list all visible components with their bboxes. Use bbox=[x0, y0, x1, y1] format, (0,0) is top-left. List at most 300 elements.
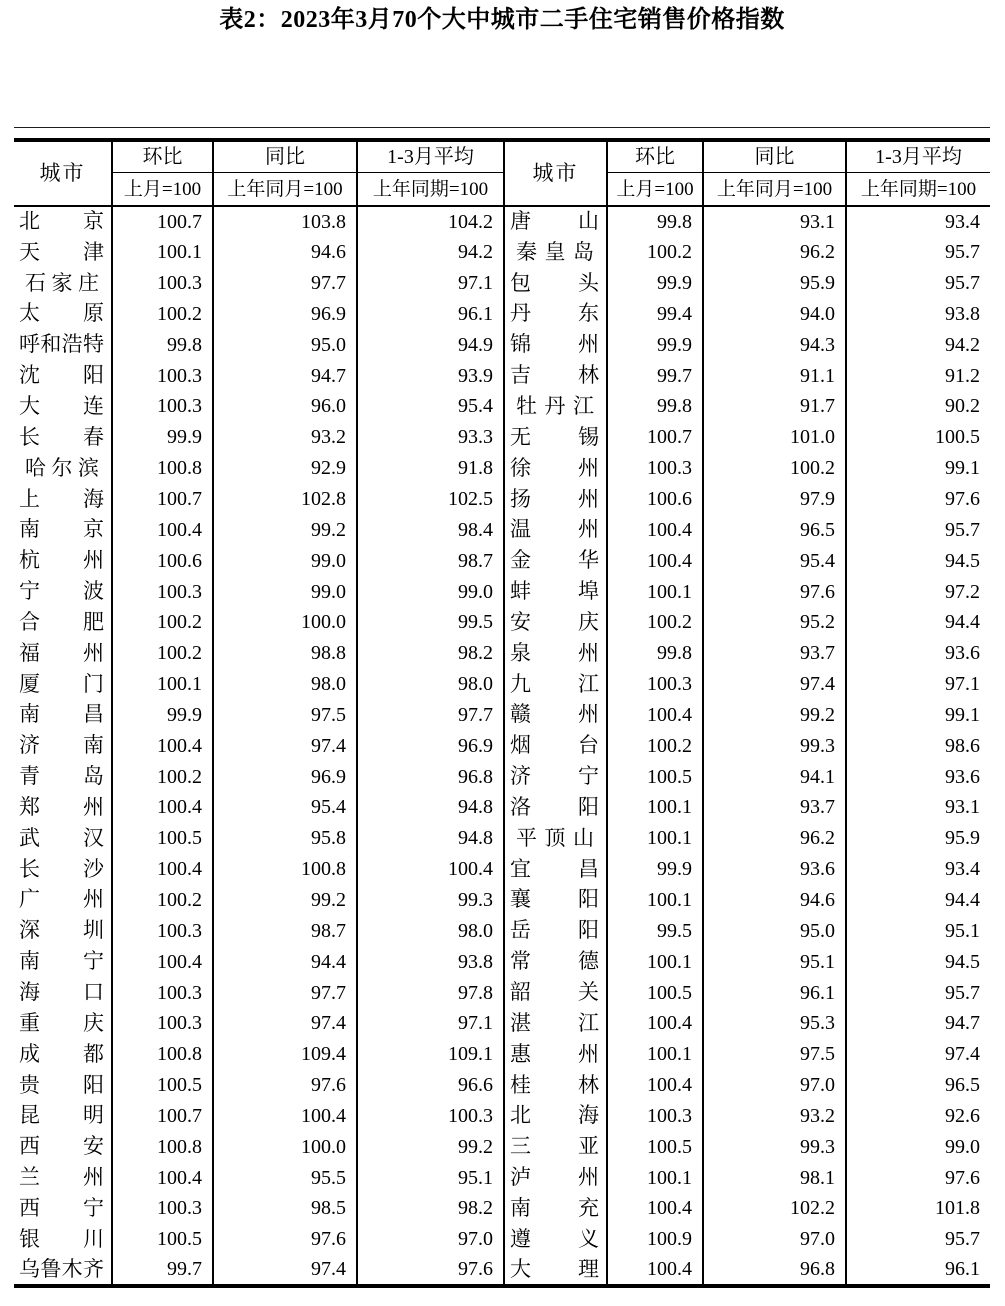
table-row bbox=[14, 1255, 990, 1286]
left-yoy-value: 93.2 bbox=[213, 422, 357, 453]
right-city-name: 烟 台 bbox=[504, 730, 607, 761]
right-mom-value: 100.6 bbox=[607, 484, 703, 515]
right-avg-value: 95.1 bbox=[846, 915, 990, 946]
left-yoy-value: 97.4 bbox=[213, 1008, 357, 1039]
right-avg-value: 93.4 bbox=[846, 206, 990, 237]
right-mom-value: 99.9 bbox=[607, 268, 703, 299]
right-yoy-value: 96.2 bbox=[703, 823, 846, 854]
left-city-name: 呼 和 浩 特 bbox=[19, 332, 104, 357]
right-avg-value: 93.4 bbox=[846, 854, 990, 885]
right-avg-value: 94.7 bbox=[846, 1008, 990, 1039]
left-avg-value: 98.2 bbox=[357, 638, 504, 669]
left-avg-value: 99.3 bbox=[357, 885, 504, 916]
right-city-name: 锦 州 bbox=[504, 329, 607, 360]
left-mom-value: 99.8 bbox=[112, 329, 213, 360]
right-yoy-value: 99.2 bbox=[703, 700, 846, 731]
table-row bbox=[14, 545, 990, 576]
table-row bbox=[14, 484, 990, 515]
right-avg-value: 99.0 bbox=[846, 1131, 990, 1162]
table-row bbox=[14, 206, 990, 237]
left-mom-value: 100.3 bbox=[112, 391, 213, 422]
right-mom-value: 100.3 bbox=[607, 1100, 703, 1131]
right-mom-value: 100.3 bbox=[607, 453, 703, 484]
left-avg-value: 104.2 bbox=[357, 206, 504, 237]
left-yoy-value: 103.8 bbox=[213, 206, 357, 237]
left-yoy-value: 96.9 bbox=[213, 761, 357, 792]
right-yoy-value: 99.3 bbox=[703, 730, 846, 761]
right-yoy-value: 95.9 bbox=[703, 268, 846, 299]
left-yoy-value: 97.6 bbox=[213, 1070, 357, 1101]
right-city-name: 牡 丹 江 bbox=[504, 391, 607, 422]
left-mom-value: 100.2 bbox=[112, 299, 213, 330]
right-city-name: 平 顶 山 bbox=[504, 823, 607, 854]
left-mom-value: 100.3 bbox=[112, 576, 213, 607]
left-mom-value: 100.2 bbox=[112, 761, 213, 792]
right-yoy-value: 93.6 bbox=[703, 854, 846, 885]
right-city-name: 包 头 bbox=[504, 268, 607, 299]
left-city-name: 沈 阳 bbox=[19, 363, 104, 388]
left-yoy-value: 98.5 bbox=[213, 1193, 357, 1224]
left-yoy-value: 99.2 bbox=[213, 514, 357, 545]
table-row bbox=[14, 638, 990, 669]
left-mom-value: 100.1 bbox=[112, 237, 213, 268]
right-city-name: 泉 州 bbox=[504, 638, 607, 669]
left-avg-value: 98.7 bbox=[357, 545, 504, 576]
right-city-name: 泸 州 bbox=[504, 1162, 607, 1193]
left-city-name: 深 圳 bbox=[19, 918, 104, 943]
right-city-name: 三 亚 bbox=[504, 1131, 607, 1162]
left-mom-value: 100.2 bbox=[112, 885, 213, 916]
left-city-name: 福 州 bbox=[19, 640, 104, 665]
header-yoy-right: 同比 bbox=[703, 140, 846, 173]
right-yoy-value: 97.4 bbox=[703, 669, 846, 700]
left-mom-value: 100.5 bbox=[112, 823, 213, 854]
left-yoy-value: 100.0 bbox=[213, 1131, 357, 1162]
header-avg-base-left: 上年同期=100 bbox=[357, 173, 504, 207]
right-yoy-value: 94.0 bbox=[703, 299, 846, 330]
left-city-name: 西 安 bbox=[19, 1134, 104, 1159]
left-avg-value: 99.0 bbox=[357, 576, 504, 607]
right-city-name: 大 理 bbox=[504, 1255, 607, 1286]
right-mom-value: 100.5 bbox=[607, 1131, 703, 1162]
table-row bbox=[14, 1193, 990, 1224]
top-thin-rule bbox=[14, 127, 990, 128]
right-yoy-value: 96.2 bbox=[703, 237, 846, 268]
left-yoy-value: 99.0 bbox=[213, 545, 357, 576]
right-city-name: 宜 昌 bbox=[504, 854, 607, 885]
right-avg-value: 97.4 bbox=[846, 1039, 990, 1070]
left-avg-value: 97.1 bbox=[357, 1008, 504, 1039]
left-avg-value: 102.5 bbox=[357, 484, 504, 515]
left-city-name: 太 原 bbox=[19, 301, 104, 326]
right-avg-value: 91.2 bbox=[846, 360, 990, 391]
left-mom-value: 100.4 bbox=[112, 514, 213, 545]
left-yoy-value: 96.0 bbox=[213, 391, 357, 422]
left-city-name: 重 庆 bbox=[19, 1010, 104, 1035]
left-avg-value: 99.2 bbox=[357, 1131, 504, 1162]
right-mom-value: 99.7 bbox=[607, 360, 703, 391]
left-mom-value: 100.4 bbox=[112, 946, 213, 977]
left-city-name: 上 海 bbox=[19, 486, 104, 511]
right-mom-value: 99.9 bbox=[607, 329, 703, 360]
left-yoy-value: 94.6 bbox=[213, 237, 357, 268]
right-mom-value: 100.9 bbox=[607, 1224, 703, 1255]
left-yoy-value: 97.4 bbox=[213, 1255, 357, 1286]
right-yoy-value: 95.3 bbox=[703, 1008, 846, 1039]
right-city-name: 扬 州 bbox=[504, 484, 607, 515]
table-row bbox=[14, 700, 990, 731]
right-yoy-value: 91.1 bbox=[703, 360, 846, 391]
right-avg-value: 97.2 bbox=[846, 576, 990, 607]
left-mom-value: 100.4 bbox=[112, 792, 213, 823]
table-row bbox=[14, 823, 990, 854]
left-avg-value: 99.5 bbox=[357, 607, 504, 638]
table-row bbox=[14, 1100, 990, 1131]
left-mom-value: 100.5 bbox=[112, 1070, 213, 1101]
left-avg-value: 93.9 bbox=[357, 360, 504, 391]
table-row bbox=[14, 576, 990, 607]
header-avg-base-right: 上年同期=100 bbox=[846, 173, 990, 207]
right-mom-value: 100.3 bbox=[607, 669, 703, 700]
right-avg-value: 95.7 bbox=[846, 268, 990, 299]
left-yoy-value: 98.8 bbox=[213, 638, 357, 669]
header-city-right: 城市 bbox=[504, 140, 607, 206]
right-yoy-value: 94.1 bbox=[703, 761, 846, 792]
right-mom-value: 100.7 bbox=[607, 422, 703, 453]
left-avg-value: 98.0 bbox=[357, 669, 504, 700]
left-yoy-value: 94.4 bbox=[213, 946, 357, 977]
left-mom-value: 100.8 bbox=[112, 1039, 213, 1070]
right-mom-value: 100.4 bbox=[607, 1070, 703, 1101]
table-row bbox=[14, 360, 990, 391]
right-mom-value: 100.4 bbox=[607, 1008, 703, 1039]
table-row bbox=[14, 1131, 990, 1162]
right-mom-value: 99.8 bbox=[607, 638, 703, 669]
right-yoy-value: 91.7 bbox=[703, 391, 846, 422]
table-row bbox=[14, 885, 990, 916]
left-yoy-value: 94.7 bbox=[213, 360, 357, 391]
left-yoy-value: 100.8 bbox=[213, 854, 357, 885]
left-avg-value: 100.3 bbox=[357, 1100, 504, 1131]
table-row bbox=[14, 730, 990, 761]
left-mom-value: 100.8 bbox=[112, 1131, 213, 1162]
left-mom-value: 100.3 bbox=[112, 1193, 213, 1224]
left-mom-value: 100.7 bbox=[112, 1100, 213, 1131]
right-avg-value: 92.6 bbox=[846, 1100, 990, 1131]
left-mom-value: 100.3 bbox=[112, 268, 213, 299]
right-mom-value: 100.4 bbox=[607, 545, 703, 576]
left-avg-value: 91.8 bbox=[357, 453, 504, 484]
right-mom-value: 100.2 bbox=[607, 237, 703, 268]
left-yoy-value: 99.2 bbox=[213, 885, 357, 916]
price-index-table bbox=[14, 138, 990, 1288]
left-city-name: 广 州 bbox=[19, 887, 104, 912]
header-yoy-base-right: 上年同月=100 bbox=[703, 173, 846, 207]
right-avg-value: 90.2 bbox=[846, 391, 990, 422]
left-city-name: 厦 门 bbox=[19, 671, 104, 696]
left-avg-value: 96.6 bbox=[357, 1070, 504, 1101]
right-mom-value: 99.5 bbox=[607, 915, 703, 946]
right-city-name: 遵 义 bbox=[504, 1224, 607, 1255]
left-avg-value: 97.8 bbox=[357, 977, 504, 1008]
right-avg-value: 96.5 bbox=[846, 1070, 990, 1101]
left-yoy-value: 95.0 bbox=[213, 329, 357, 360]
left-city-name: 贵 阳 bbox=[19, 1072, 104, 1097]
left-avg-value: 93.8 bbox=[357, 946, 504, 977]
left-city-name: 宁 波 bbox=[19, 579, 104, 604]
left-yoy-value: 100.0 bbox=[213, 607, 357, 638]
right-mom-value: 100.2 bbox=[607, 607, 703, 638]
left-avg-value: 93.3 bbox=[357, 422, 504, 453]
left-mom-value: 99.9 bbox=[112, 700, 213, 731]
left-yoy-value: 98.0 bbox=[213, 669, 357, 700]
right-yoy-value: 97.5 bbox=[703, 1039, 846, 1070]
right-city-name: 常 德 bbox=[504, 946, 607, 977]
left-city-name: 银 川 bbox=[19, 1226, 104, 1251]
left-city-name: 天 津 bbox=[19, 239, 104, 264]
right-mom-value: 100.1 bbox=[607, 1162, 703, 1193]
table-row bbox=[14, 1070, 990, 1101]
left-avg-value: 97.1 bbox=[357, 268, 504, 299]
right-avg-value: 100.5 bbox=[846, 422, 990, 453]
table-row bbox=[14, 792, 990, 823]
right-avg-value: 93.8 bbox=[846, 299, 990, 330]
right-avg-value: 94.5 bbox=[846, 946, 990, 977]
table-row bbox=[14, 1008, 990, 1039]
right-mom-value: 100.1 bbox=[607, 885, 703, 916]
left-mom-value: 100.1 bbox=[112, 669, 213, 700]
left-mom-value: 100.2 bbox=[112, 638, 213, 669]
header-mom-right: 环比 bbox=[607, 140, 703, 173]
left-yoy-value: 97.6 bbox=[213, 1224, 357, 1255]
right-avg-value: 99.1 bbox=[846, 700, 990, 731]
left-mom-value: 100.3 bbox=[112, 360, 213, 391]
left-city-name: 郑 州 bbox=[19, 794, 104, 819]
left-mom-value: 99.7 bbox=[112, 1255, 213, 1286]
right-mom-value: 100.2 bbox=[607, 730, 703, 761]
left-city-name: 青 岛 bbox=[19, 764, 104, 789]
left-yoy-value: 96.9 bbox=[213, 299, 357, 330]
right-mom-value: 100.1 bbox=[607, 946, 703, 977]
table-row bbox=[14, 237, 990, 268]
left-mom-value: 100.4 bbox=[112, 1162, 213, 1193]
table-row bbox=[14, 1162, 990, 1193]
right-avg-value: 95.7 bbox=[846, 977, 990, 1008]
right-yoy-value: 93.7 bbox=[703, 638, 846, 669]
right-city-name: 丹 东 bbox=[504, 299, 607, 330]
left-avg-value: 96.1 bbox=[357, 299, 504, 330]
left-city-name: 成 都 bbox=[19, 1041, 104, 1066]
right-yoy-value: 94.6 bbox=[703, 885, 846, 916]
right-city-name: 无 锡 bbox=[504, 422, 607, 453]
left-city-name: 兰 州 bbox=[19, 1165, 104, 1190]
left-mom-value: 100.4 bbox=[112, 854, 213, 885]
left-yoy-value: 95.8 bbox=[213, 823, 357, 854]
right-city-name: 湛 江 bbox=[504, 1008, 607, 1039]
right-mom-value: 100.1 bbox=[607, 792, 703, 823]
right-city-name: 蚌 埠 bbox=[504, 576, 607, 607]
left-city-name: 昆 明 bbox=[19, 1103, 104, 1128]
right-city-name: 秦 皇 岛 bbox=[504, 237, 607, 268]
right-avg-value: 97.6 bbox=[846, 484, 990, 515]
right-yoy-value: 97.0 bbox=[703, 1070, 846, 1101]
right-yoy-value: 97.0 bbox=[703, 1224, 846, 1255]
left-avg-value: 94.2 bbox=[357, 237, 504, 268]
left-mom-value: 100.6 bbox=[112, 545, 213, 576]
table-row bbox=[14, 299, 990, 330]
table-row bbox=[14, 1224, 990, 1255]
right-yoy-value: 97.9 bbox=[703, 484, 846, 515]
right-mom-value: 100.1 bbox=[607, 576, 703, 607]
left-city-name: 南 京 bbox=[19, 517, 104, 542]
left-city-name: 石 家 庄 bbox=[25, 270, 99, 295]
right-avg-value: 94.4 bbox=[846, 607, 990, 638]
right-avg-value: 95.9 bbox=[846, 823, 990, 854]
right-mom-value: 100.4 bbox=[607, 514, 703, 545]
left-mom-value: 100.4 bbox=[112, 730, 213, 761]
right-mom-value: 99.4 bbox=[607, 299, 703, 330]
right-city-name: 温 州 bbox=[504, 514, 607, 545]
right-yoy-value: 98.1 bbox=[703, 1162, 846, 1193]
right-city-name: 安 庆 bbox=[504, 607, 607, 638]
left-mom-value: 100.7 bbox=[112, 206, 213, 237]
right-yoy-value: 99.3 bbox=[703, 1131, 846, 1162]
header-mom-base-left: 上月=100 bbox=[112, 173, 213, 207]
right-yoy-value: 95.1 bbox=[703, 946, 846, 977]
left-yoy-value: 97.7 bbox=[213, 268, 357, 299]
table-row bbox=[14, 915, 990, 946]
right-yoy-value: 101.0 bbox=[703, 422, 846, 453]
right-city-name: 徐 州 bbox=[504, 453, 607, 484]
table-row bbox=[14, 607, 990, 638]
right-city-name: 唐 山 bbox=[504, 206, 607, 237]
left-avg-value: 98.2 bbox=[357, 1193, 504, 1224]
right-city-name: 洛 阳 bbox=[504, 792, 607, 823]
right-yoy-value: 96.5 bbox=[703, 514, 846, 545]
left-city-name: 长 沙 bbox=[19, 856, 104, 881]
left-yoy-value: 98.7 bbox=[213, 915, 357, 946]
table-row bbox=[14, 977, 990, 1008]
header-mom-left: 环比 bbox=[112, 140, 213, 173]
left-yoy-value: 109.4 bbox=[213, 1039, 357, 1070]
left-avg-value: 95.1 bbox=[357, 1162, 504, 1193]
left-city-name: 西 宁 bbox=[19, 1195, 104, 1220]
left-avg-value: 94.8 bbox=[357, 792, 504, 823]
left-avg-value: 97.6 bbox=[357, 1255, 504, 1286]
table-row bbox=[14, 1039, 990, 1070]
left-city-name: 北 京 bbox=[19, 209, 104, 234]
right-city-name: 赣 州 bbox=[504, 700, 607, 731]
header-city-left: 城市 bbox=[14, 140, 112, 206]
right-avg-value: 95.7 bbox=[846, 1224, 990, 1255]
header-mom-base-right: 上月=100 bbox=[607, 173, 703, 207]
left-yoy-value: 95.5 bbox=[213, 1162, 357, 1193]
left-yoy-value: 92.9 bbox=[213, 453, 357, 484]
left-mom-value: 100.5 bbox=[112, 1224, 213, 1255]
header-yoy-left: 同比 bbox=[213, 140, 357, 173]
left-yoy-value: 99.0 bbox=[213, 576, 357, 607]
left-city-name: 杭 州 bbox=[19, 548, 104, 573]
right-avg-value: 95.7 bbox=[846, 514, 990, 545]
right-yoy-value: 95.4 bbox=[703, 545, 846, 576]
right-yoy-value: 94.3 bbox=[703, 329, 846, 360]
left-yoy-value: 97.7 bbox=[213, 977, 357, 1008]
right-mom-value: 100.4 bbox=[607, 1255, 703, 1286]
left-yoy-value: 100.4 bbox=[213, 1100, 357, 1131]
right-city-name: 韶 关 bbox=[504, 977, 607, 1008]
right-yoy-value: 100.2 bbox=[703, 453, 846, 484]
table-row bbox=[14, 391, 990, 422]
right-yoy-value: 96.8 bbox=[703, 1255, 846, 1286]
left-avg-value: 95.4 bbox=[357, 391, 504, 422]
right-avg-value: 93.6 bbox=[846, 761, 990, 792]
right-mom-value: 100.1 bbox=[607, 1039, 703, 1070]
left-yoy-value: 95.4 bbox=[213, 792, 357, 823]
left-avg-value: 97.7 bbox=[357, 700, 504, 731]
table-row bbox=[14, 453, 990, 484]
table-row bbox=[14, 946, 990, 977]
right-avg-value: 94.5 bbox=[846, 545, 990, 576]
right-avg-value: 99.1 bbox=[846, 453, 990, 484]
left-avg-value: 100.4 bbox=[357, 854, 504, 885]
right-city-name: 济 宁 bbox=[504, 761, 607, 792]
left-avg-value: 94.8 bbox=[357, 823, 504, 854]
left-mom-value: 100.3 bbox=[112, 915, 213, 946]
table-row bbox=[14, 761, 990, 792]
left-mom-value: 100.3 bbox=[112, 1008, 213, 1039]
left-yoy-value: 97.4 bbox=[213, 730, 357, 761]
left-city-name: 南 昌 bbox=[19, 702, 104, 727]
right-yoy-value: 96.1 bbox=[703, 977, 846, 1008]
right-avg-value: 96.1 bbox=[846, 1255, 990, 1286]
left-yoy-value: 97.5 bbox=[213, 700, 357, 731]
left-avg-value: 98.4 bbox=[357, 514, 504, 545]
table-row bbox=[14, 514, 990, 545]
right-city-name: 惠 州 bbox=[504, 1039, 607, 1070]
left-mom-value: 99.9 bbox=[112, 422, 213, 453]
right-city-name: 岳 阳 bbox=[504, 915, 607, 946]
right-yoy-value: 102.2 bbox=[703, 1193, 846, 1224]
right-city-name: 桂 林 bbox=[504, 1070, 607, 1101]
right-yoy-value: 95.2 bbox=[703, 607, 846, 638]
header-avg-left: 1-3月平均 bbox=[357, 140, 504, 173]
table-row bbox=[14, 268, 990, 299]
table-row bbox=[14, 422, 990, 453]
table-row bbox=[14, 329, 990, 360]
right-avg-value: 95.7 bbox=[846, 237, 990, 268]
left-city-name: 武 汉 bbox=[19, 825, 104, 850]
right-yoy-value: 93.1 bbox=[703, 206, 846, 237]
right-mom-value: 100.4 bbox=[607, 700, 703, 731]
left-city-name: 南 宁 bbox=[19, 949, 104, 974]
right-avg-value: 97.6 bbox=[846, 1162, 990, 1193]
right-mom-value: 100.4 bbox=[607, 1193, 703, 1224]
right-city-name: 九 江 bbox=[504, 669, 607, 700]
table-row bbox=[14, 669, 990, 700]
right-avg-value: 98.6 bbox=[846, 730, 990, 761]
left-city-name: 济 南 bbox=[19, 733, 104, 758]
right-mom-value: 100.1 bbox=[607, 823, 703, 854]
right-mom-value: 100.5 bbox=[607, 761, 703, 792]
right-mom-value: 99.9 bbox=[607, 854, 703, 885]
table-row bbox=[14, 854, 990, 885]
right-avg-value: 97.1 bbox=[846, 669, 990, 700]
table-body bbox=[14, 206, 990, 1286]
right-yoy-value: 93.2 bbox=[703, 1100, 846, 1131]
right-city-name: 吉 林 bbox=[504, 360, 607, 391]
right-mom-value: 99.8 bbox=[607, 391, 703, 422]
right-yoy-value: 95.0 bbox=[703, 915, 846, 946]
